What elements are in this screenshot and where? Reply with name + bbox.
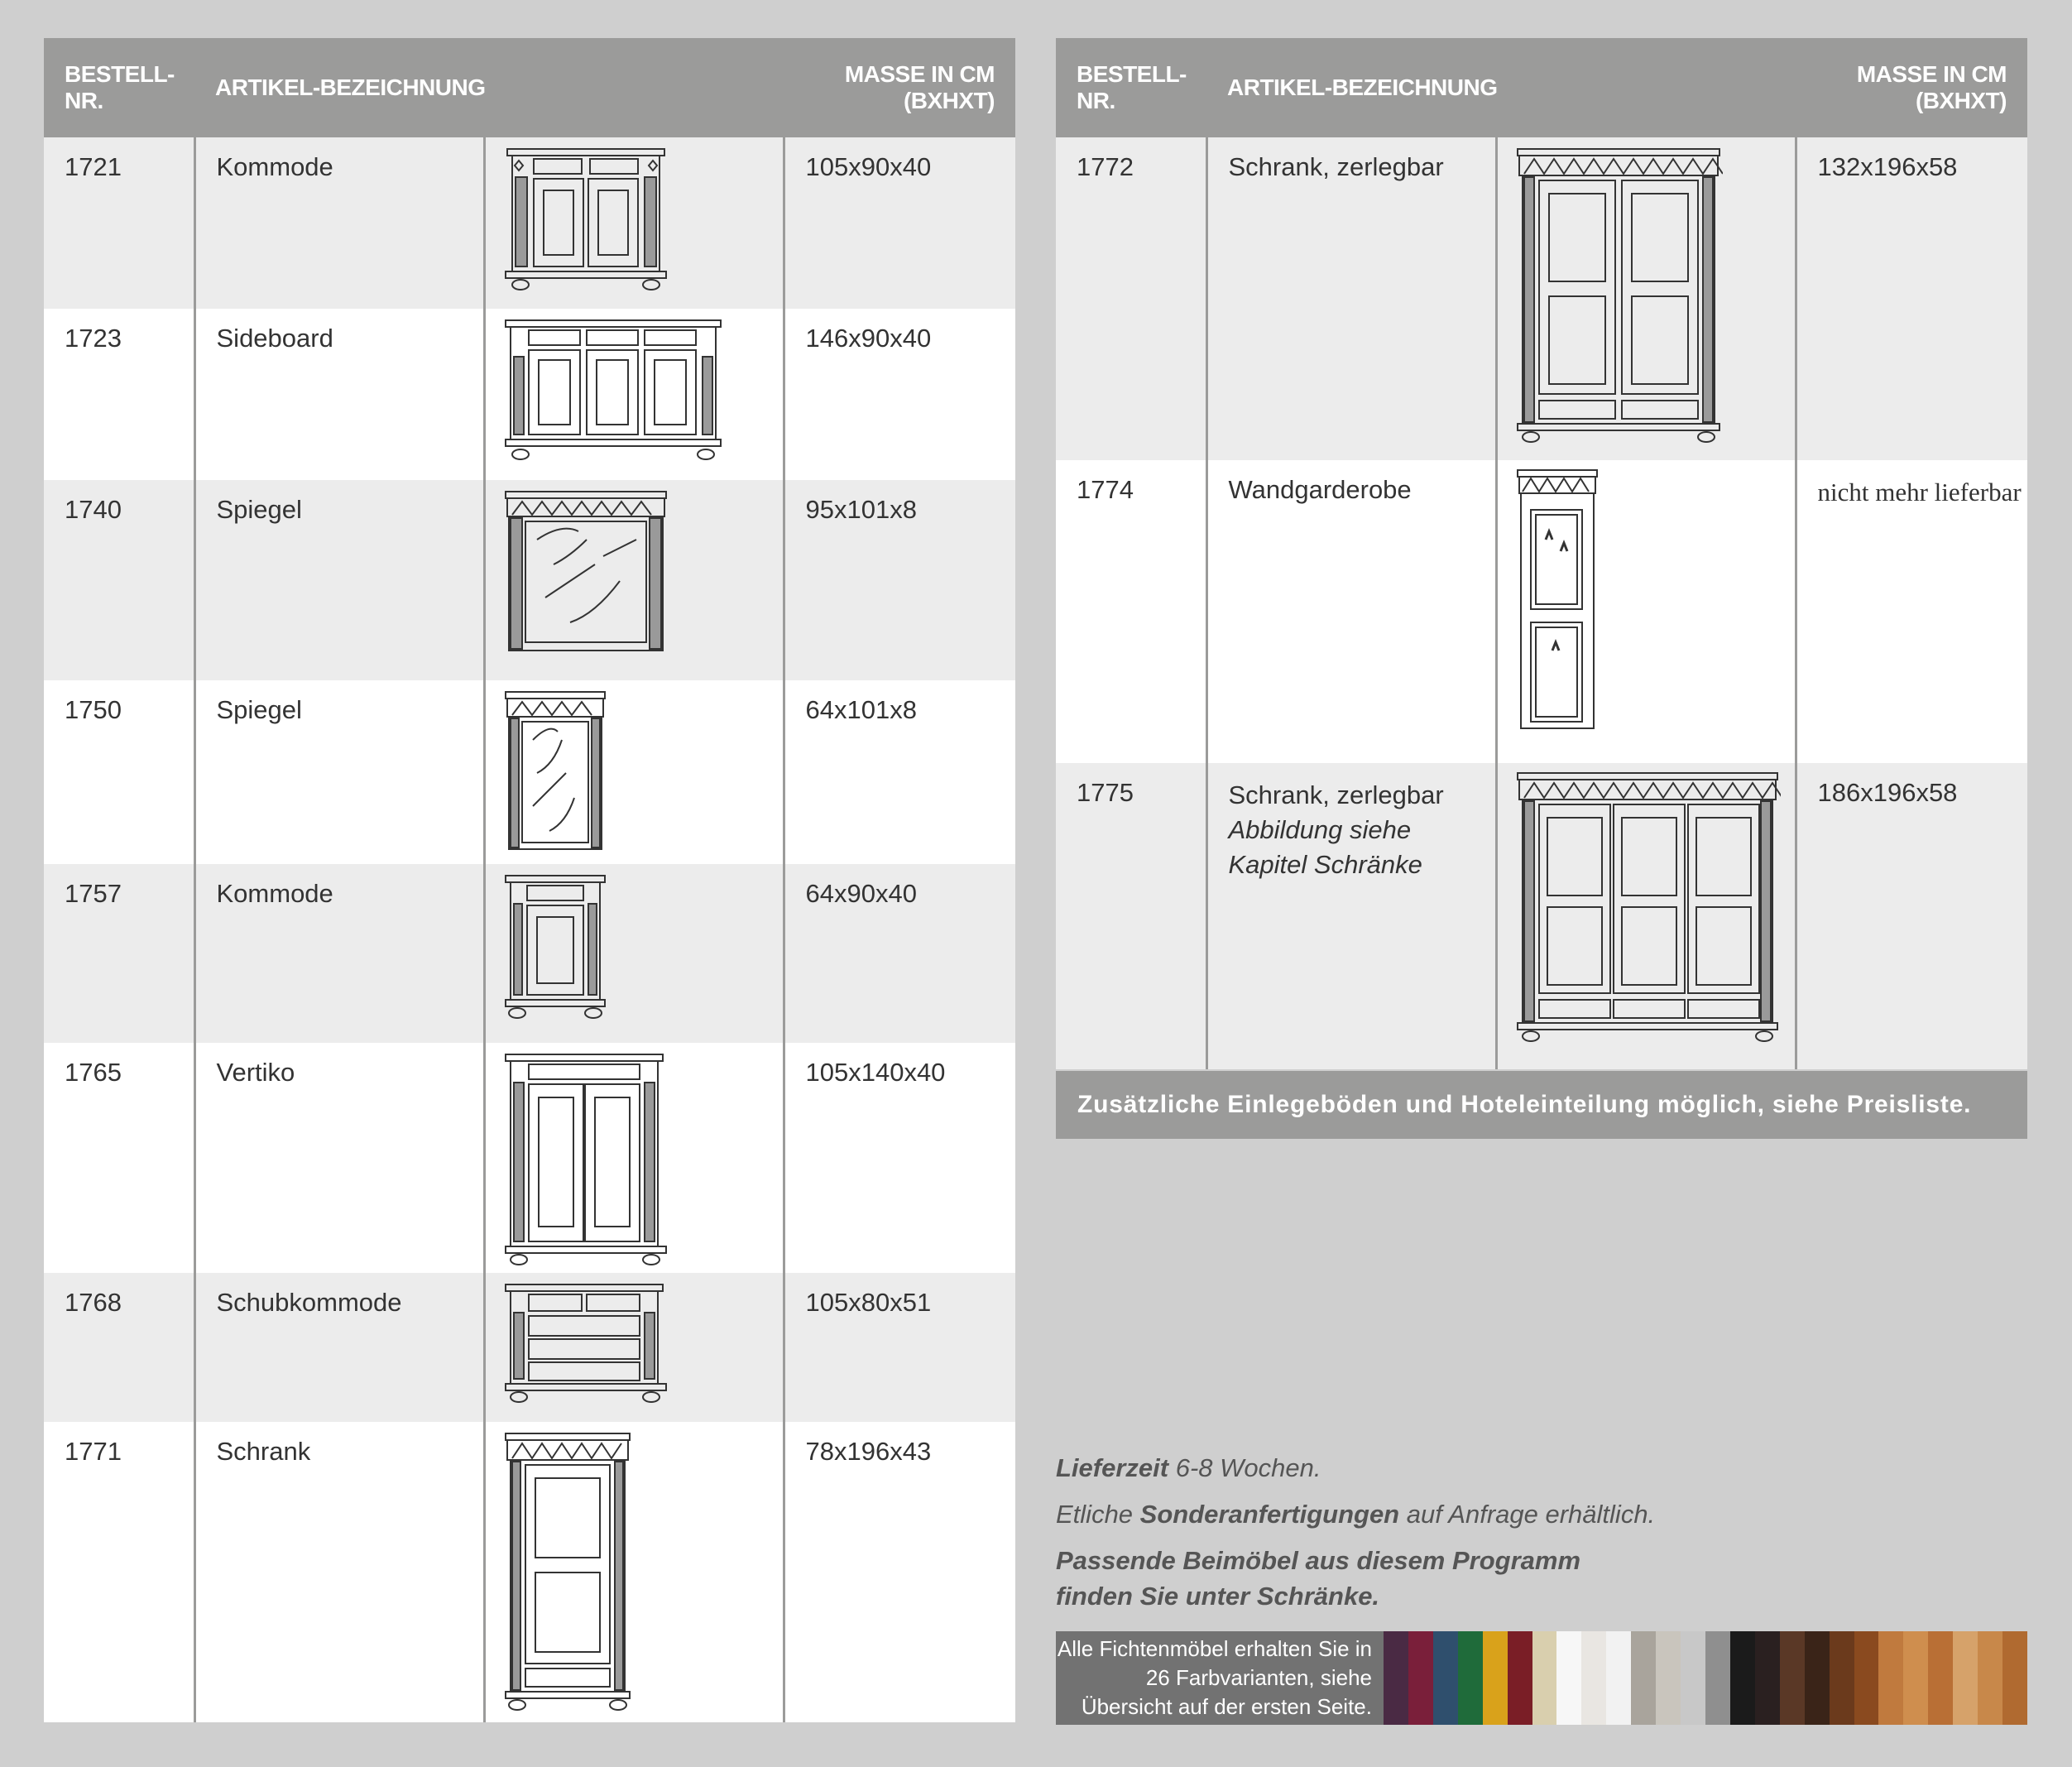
custom-orders [1056, 1496, 1801, 1532]
color-swatch [1483, 1631, 1508, 1725]
article-image [484, 864, 784, 1043]
article-image [484, 1422, 784, 1722]
order-number: 1757 [44, 864, 194, 1043]
table-row [44, 480, 1015, 680]
table-row [44, 680, 1015, 864]
header-order-no: BESTELL-NR. [44, 38, 194, 137]
color-swatch [1384, 1631, 1408, 1725]
color-swatch [1830, 1631, 1854, 1725]
article-image [1496, 763, 1796, 1069]
table-header [44, 38, 1015, 137]
article-name: Sideboard [194, 309, 484, 480]
kommode-icon [504, 147, 669, 292]
article-dims: 132x196x58 [1796, 137, 2027, 460]
vertiko-icon [504, 1053, 669, 1268]
table-row [1056, 460, 2027, 763]
custom-pre: Etliche [1056, 1500, 1134, 1529]
article-name: Schubkommode [194, 1273, 484, 1422]
order-number: 1721 [44, 137, 194, 309]
drawer-chest-icon [504, 1283, 669, 1407]
order-number: 1771 [44, 1422, 194, 1722]
article-name: Schrank [194, 1422, 484, 1722]
left-product-table [44, 38, 1015, 1722]
color-swatch [1928, 1631, 1953, 1725]
color-swatch [1656, 1631, 1681, 1725]
order-number: 1768 [44, 1273, 194, 1422]
color-swatch [1978, 1631, 2002, 1725]
article-name: Vertiko [194, 1043, 484, 1273]
article-image [1496, 460, 1796, 763]
article-dims: 105x80x51 [784, 1273, 1015, 1422]
article-image [484, 480, 784, 680]
right-product-table [1056, 38, 2027, 1069]
article-dims: 95x101x8 [784, 480, 1015, 680]
article-name: Kommode [194, 137, 484, 309]
article-image [484, 309, 784, 480]
kommode-icon [504, 874, 607, 1023]
color-swatch [1854, 1631, 1879, 1725]
article-dims: 105x90x40 [784, 137, 1015, 309]
color-swatch [1780, 1631, 1805, 1725]
table-row [44, 137, 1015, 309]
order-number: 1774 [1056, 460, 1206, 763]
color-swatch [1681, 1631, 1705, 1725]
table-row [1056, 137, 2027, 460]
table-header [1056, 38, 2027, 137]
mirror-icon [504, 690, 607, 856]
color-swatch [1878, 1631, 1903, 1725]
wall-coat-rack-icon [1516, 468, 1599, 733]
color-swatch [1903, 1631, 1928, 1725]
article-name [1206, 763, 1496, 1069]
article-name-text: Schrank, zerlegbar [1228, 780, 1444, 809]
color-swatch [1408, 1631, 1433, 1725]
article-name: Wandgarderobe [1206, 460, 1496, 763]
color-swatch [1805, 1631, 1830, 1725]
table-row [44, 864, 1015, 1043]
color-note: Alle Fichtenmöbel erhalten Sie in 26 Farbvarianten, siehe Übersicht auf der ersten Seite. [1056, 1631, 1384, 1725]
color-swatch [1705, 1631, 1730, 1725]
order-number: 1772 [1056, 137, 1206, 460]
article-name: Kommode [194, 864, 484, 1043]
table-row [1056, 763, 2027, 1069]
order-number: 1750 [44, 680, 194, 864]
table-row [44, 309, 1015, 480]
article-dims: 78x196x43 [784, 1422, 1015, 1722]
color-swatch [1458, 1631, 1483, 1725]
order-number: 1765 [44, 1043, 194, 1273]
article-image [484, 1043, 784, 1273]
header-order-no: BESTELL-NR. [1056, 38, 1206, 137]
order-number: 1723 [44, 309, 194, 480]
article-image [484, 1273, 784, 1422]
article-dims: 64x90x40 [784, 864, 1015, 1043]
color-swatch [1532, 1631, 1557, 1725]
color-variants [1056, 1631, 2027, 1725]
color-swatch [1433, 1631, 1458, 1725]
custom-post: auf Anfrage erhältlich. [1406, 1500, 1656, 1529]
color-swatch [1508, 1631, 1532, 1725]
color-swatch [1730, 1631, 1755, 1725]
color-swatch [1556, 1631, 1581, 1725]
article-dims: 146x90x40 [784, 309, 1015, 480]
custom-bold: Sonderanfertigungen [1139, 1500, 1400, 1529]
color-swatch [1631, 1631, 1656, 1725]
wardrobe-icon [504, 1432, 636, 1713]
article-dims: 186x196x58 [1796, 763, 2027, 1069]
header-dims: MASSE IN CM (BXHXT) [1796, 38, 2027, 137]
article-name: Spiegel [194, 480, 484, 680]
table-row [44, 1422, 1015, 1722]
article-note: Abbildung siehe Kapitel Schränke [1228, 815, 1422, 879]
matching-furniture: Passende Beimöbel aus diesem Programm finden Sie unter Schränke. [1056, 1546, 1581, 1611]
swatch-strip [1384, 1631, 2027, 1725]
article-dims: 64x101x8 [784, 680, 1015, 864]
article-image [484, 680, 784, 864]
article-dims: 105x140x40 [784, 1043, 1015, 1273]
table-row [44, 1273, 1015, 1422]
color-swatch [2002, 1631, 2027, 1725]
color-swatch [1755, 1631, 1780, 1725]
wardrobe-icon [1516, 771, 1781, 1044]
wardrobe-icon [1516, 147, 1723, 445]
color-swatch [1953, 1631, 1978, 1725]
table-row [44, 1043, 1015, 1273]
header-article: ARTIKEL-BEZEICHNUNG [194, 38, 784, 137]
color-swatch [1581, 1631, 1606, 1725]
order-number: 1775 [1056, 763, 1206, 1069]
header-article: ARTIKEL-BEZEICHNUNG [1206, 38, 1796, 137]
article-name: Spiegel [194, 680, 484, 864]
article-dims: nicht mehr lieferbar [1796, 460, 2027, 763]
color-swatch [1606, 1631, 1631, 1725]
delivery-time [1056, 1450, 1801, 1486]
mirror-icon [504, 490, 669, 655]
info-block [1056, 1450, 1801, 1625]
header-dims: MASSE IN CM (BXHXT) [784, 38, 1015, 137]
delivery-value: 6-8 Wochen. [1175, 1453, 1321, 1482]
sideboard-icon [504, 319, 723, 463]
delivery-label: Lieferzeit [1056, 1453, 1169, 1482]
article-image [1496, 137, 1796, 460]
order-number: 1740 [44, 480, 194, 680]
article-image [484, 137, 784, 309]
article-name: Schrank, zerlegbar [1206, 137, 1496, 460]
footer-note: Zusätzliche Einlegeböden und Hoteleinteilung möglich, siehe Preisliste. [1056, 1071, 2027, 1139]
